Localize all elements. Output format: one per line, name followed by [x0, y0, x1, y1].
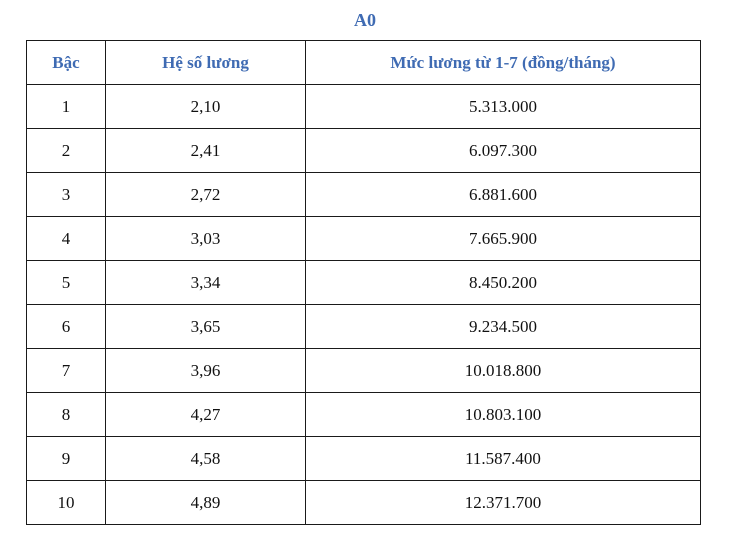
table-row — [27, 85, 701, 129]
coefficient-cell: 3,65 — [106, 305, 306, 349]
salary-cell: 6.097.300 — [306, 129, 701, 173]
grade-cell: 7 — [27, 349, 106, 393]
table-row — [27, 481, 701, 525]
table-title: A0 — [354, 10, 376, 30]
header-salary: Mức lương từ 1-7 (đồng/tháng) — [306, 41, 701, 85]
coefficient-cell: 2,10 — [106, 85, 306, 129]
grade-cell: 8 — [27, 393, 106, 437]
grade-cell: 4 — [27, 217, 106, 261]
coefficient-cell: 3,34 — [106, 261, 306, 305]
table-row — [27, 261, 701, 305]
table-row — [27, 129, 701, 173]
coefficient-cell: 3,96 — [106, 349, 306, 393]
salary-cell: 9.234.500 — [306, 305, 701, 349]
header-row — [27, 41, 701, 85]
table-row — [27, 437, 701, 481]
grade-cell: 2 — [27, 129, 106, 173]
coefficient-cell: 4,58 — [106, 437, 306, 481]
table-row — [27, 305, 701, 349]
salary-cell: 11.587.400 — [306, 437, 701, 481]
salary-table — [26, 40, 701, 525]
coefficient-cell: 3,03 — [106, 217, 306, 261]
table-row — [27, 393, 701, 437]
salary-cell: 8.450.200 — [306, 261, 701, 305]
header-grade: Bậc — [27, 41, 106, 85]
coefficient-cell: 2,72 — [106, 173, 306, 217]
grade-cell: 3 — [27, 173, 106, 217]
salary-cell: 6.881.600 — [306, 173, 701, 217]
grade-cell: 1 — [27, 85, 106, 129]
coefficient-cell: 4,89 — [106, 481, 306, 525]
grade-cell: 9 — [27, 437, 106, 481]
salary-cell: 10.018.800 — [306, 349, 701, 393]
grade-cell: 10 — [27, 481, 106, 525]
coefficient-cell: 2,41 — [106, 129, 306, 173]
salary-cell: 5.313.000 — [306, 85, 701, 129]
salary-cell: 10.803.100 — [306, 393, 701, 437]
table-row — [27, 217, 701, 261]
grade-cell: 6 — [27, 305, 106, 349]
table-row — [27, 173, 701, 217]
coefficient-cell: 4,27 — [106, 393, 306, 437]
salary-cell: 12.371.700 — [306, 481, 701, 525]
table-row — [27, 349, 701, 393]
salary-cell: 7.665.900 — [306, 217, 701, 261]
header-coefficient: Hệ số lương — [106, 41, 306, 85]
grade-cell: 5 — [27, 261, 106, 305]
